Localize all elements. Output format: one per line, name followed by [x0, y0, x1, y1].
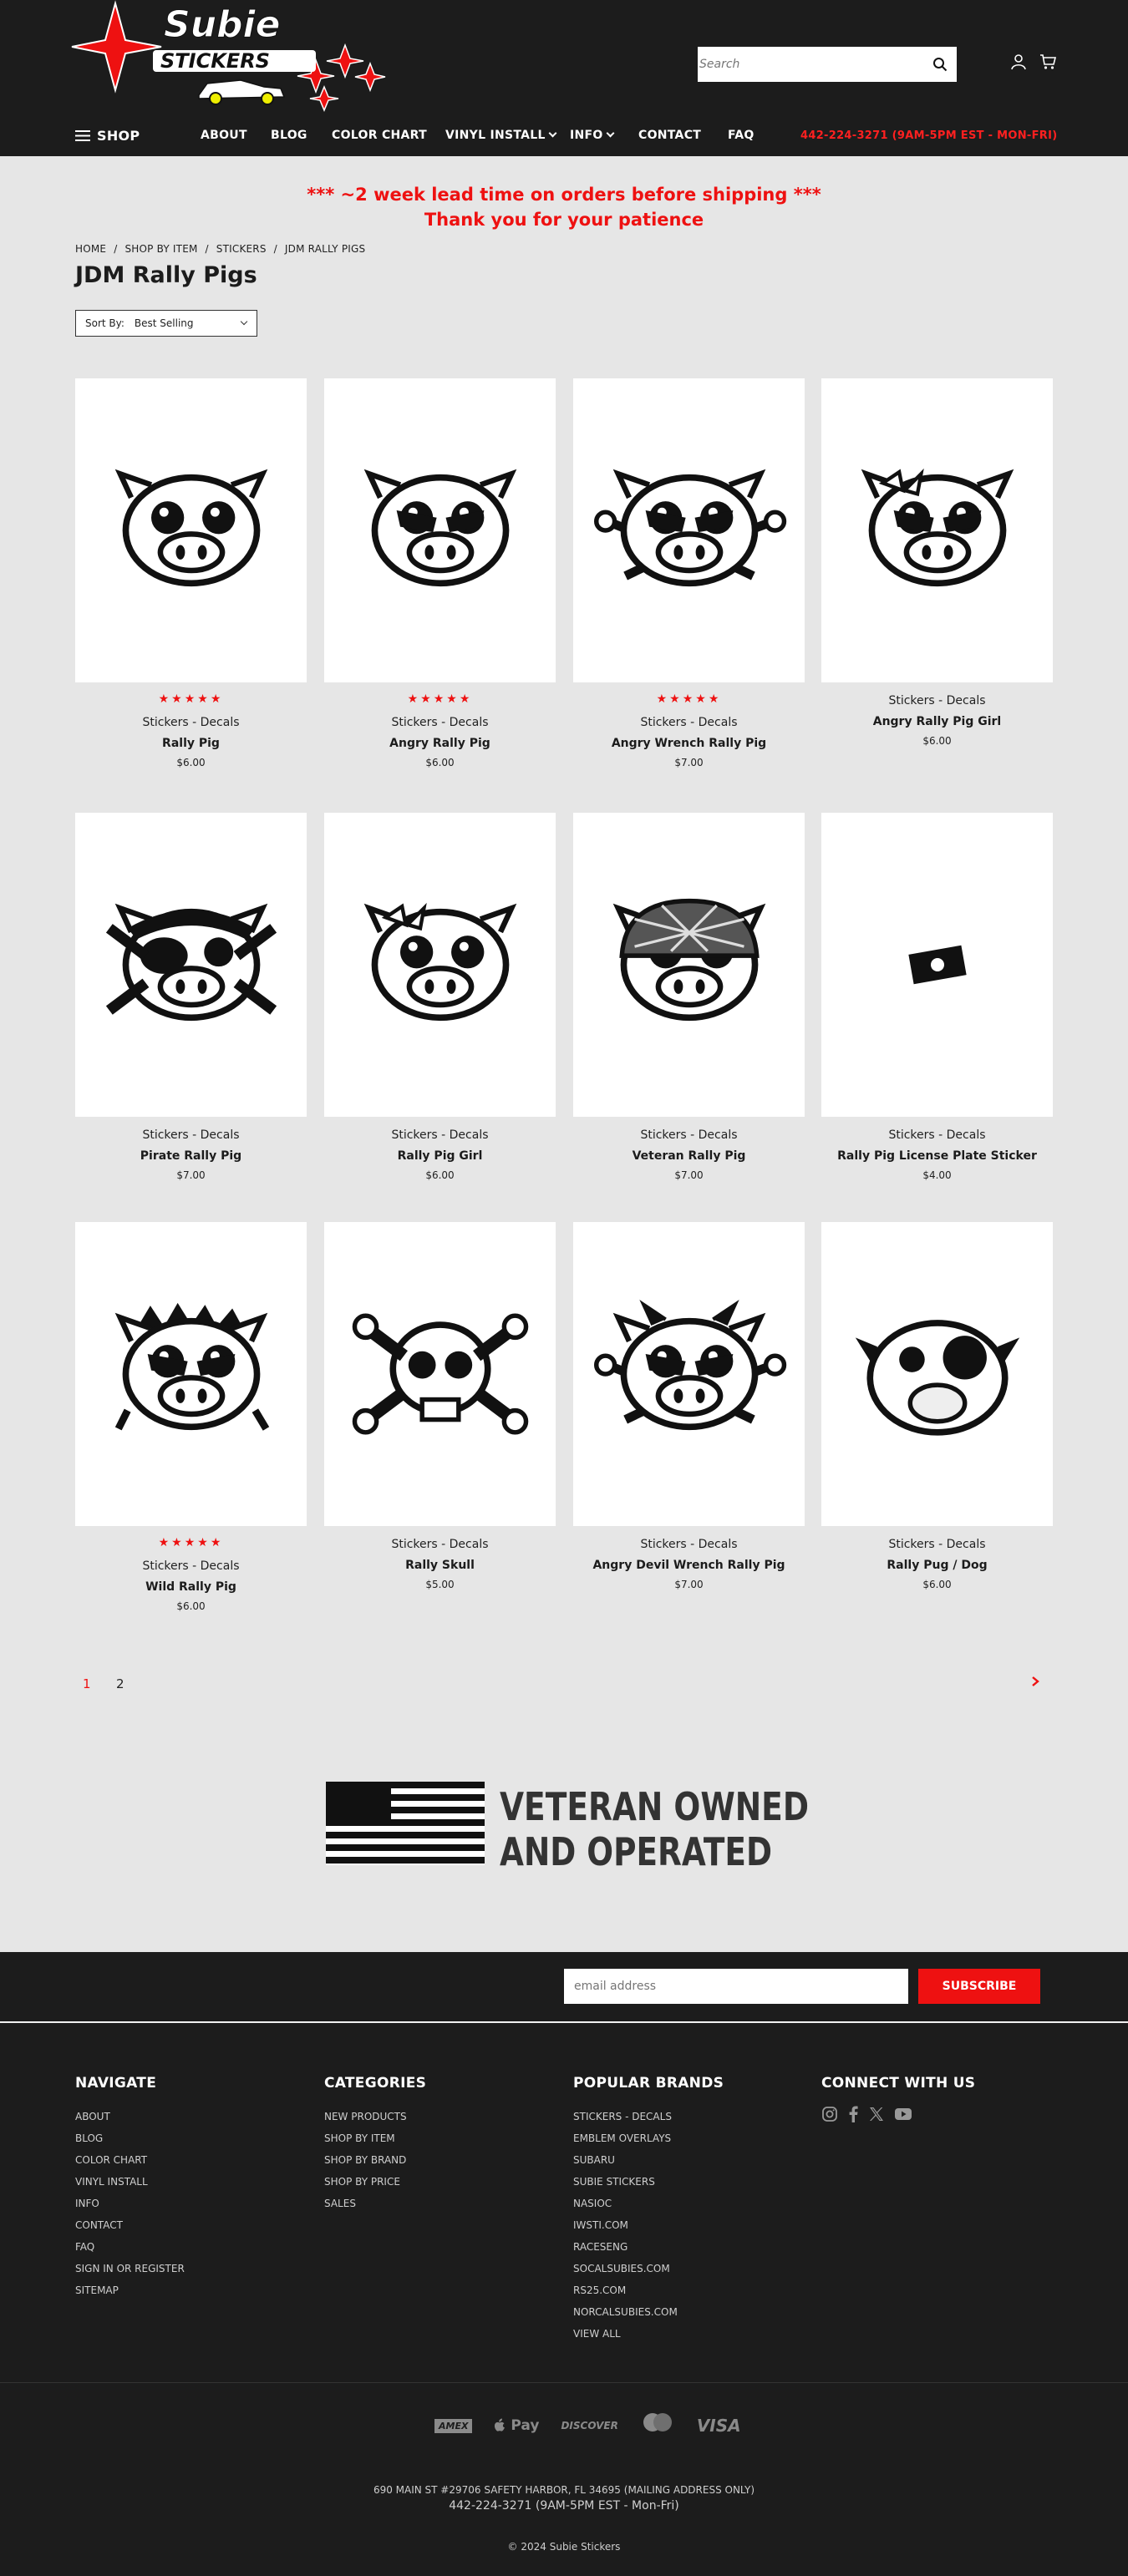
angry-rally-pig-girl-icon — [837, 447, 1038, 614]
main-nav — [0, 125, 1128, 150]
product-info — [821, 694, 1053, 747]
footer-link[interactable]: SHOP BY ITEM — [324, 2132, 395, 2144]
product-price: $7.00 — [674, 757, 704, 768]
product-name[interactable]: Angry Rally Pig — [389, 737, 490, 750]
product-price: $6.00 — [922, 1579, 952, 1590]
youtube-icon[interactable] — [895, 2107, 912, 2121]
account-icon[interactable] — [1008, 50, 1029, 74]
product-card — [324, 1222, 556, 1590]
product-info — [573, 692, 805, 768]
footer-divider — [0, 2382, 1128, 2383]
product-info — [821, 1538, 1053, 1590]
veteran-rally-pig-icon — [589, 881, 790, 1048]
footer-link[interactable]: RS25.COM — [573, 2284, 627, 2296]
apple-pay-label: Pay — [511, 2417, 540, 2434]
footer-link[interactable]: IWSTI.COM — [573, 2219, 628, 2231]
product-image[interactable] — [821, 813, 1053, 1117]
product-card — [573, 813, 805, 1181]
nav-faq[interactable]: FAQ — [728, 129, 755, 142]
pagination-page-2[interactable]: 2 — [116, 1676, 124, 1691]
svg-text:STICKERS: STICKERS — [160, 49, 270, 73]
rating-stars: ★★★★★ — [158, 1536, 224, 1549]
product-info — [573, 1538, 805, 1590]
product-info — [821, 1128, 1053, 1181]
footer-categories-title: CATEGORIES — [324, 2075, 427, 2092]
product-name[interactable]: Rally Skull — [405, 1559, 475, 1572]
amex-icon: AMEX — [434, 2419, 472, 2433]
product-info — [573, 1128, 805, 1181]
product-image[interactable] — [75, 1222, 307, 1526]
sort-value: Best Selling — [134, 317, 194, 329]
rally-skull-icon — [340, 1291, 541, 1458]
visa-icon: VISA — [696, 2416, 741, 2436]
pirate-rally-pig-icon — [91, 881, 292, 1048]
product-brand[interactable]: Stickers - Decals — [888, 694, 986, 707]
subscribe-button[interactable]: SUBSCRIBE — [918, 1969, 1040, 2004]
product-price: $6.00 — [425, 757, 455, 768]
footer-link[interactable]: NASIOC — [573, 2198, 612, 2209]
product-info — [324, 1128, 556, 1181]
product-image[interactable] — [324, 1222, 556, 1526]
footer-link[interactable]: BLOG — [75, 2132, 104, 2144]
nav-info[interactable] — [570, 129, 613, 142]
breadcrumb-home[interactable]: HOME — [75, 243, 107, 255]
product-price: $5.00 — [425, 1579, 455, 1590]
product-info — [324, 1538, 556, 1590]
instagram-icon[interactable] — [821, 2106, 838, 2122]
product-brand[interactable]: Stickers - Decals — [142, 1128, 240, 1142]
product-card — [75, 1222, 307, 1612]
license-plate-sticker-icon — [904, 940, 971, 990]
footer-link[interactable]: COLOR CHART — [75, 2154, 148, 2166]
newsletter-email-input[interactable] — [564, 1969, 908, 2004]
payment-methods — [434, 2412, 741, 2439]
footer-connect — [821, 2075, 975, 2122]
product-info — [324, 692, 556, 768]
product-brand[interactable]: Stickers - Decals — [640, 1128, 738, 1142]
angry-wrench-rally-pig-icon — [589, 447, 790, 614]
footer-link[interactable]: SOCALSUBIES.COM — [573, 2263, 670, 2274]
footer-link[interactable]: INFO — [75, 2198, 99, 2209]
rating-stars: ★★★★★ — [407, 692, 473, 706]
product-image[interactable] — [573, 813, 805, 1117]
product-image[interactable] — [324, 813, 556, 1117]
rally-pig-icon — [91, 447, 292, 614]
product-price: $7.00 — [674, 1579, 704, 1590]
product-card — [75, 378, 307, 768]
discover-icon: DISCOVER — [561, 2420, 618, 2431]
product-image[interactable] — [573, 1222, 805, 1526]
social-links — [821, 2106, 975, 2122]
product-image[interactable] — [75, 378, 307, 682]
footer-link[interactable]: SHOP BY PRICE — [324, 2176, 400, 2188]
footer-link[interactable]: EMBLEM OVERLAYS — [573, 2132, 672, 2144]
banner-line-1: *** ~2 week lead time on orders before shipping *** — [307, 185, 821, 205]
footer-navigate-title: NAVIGATE — [75, 2075, 157, 2092]
product-price: $7.00 — [176, 1169, 206, 1181]
mailing-address: 690 MAIN ST #29706 SAFETY HARBOR, FL 34695 (MAILING ADDRESS ONLY) — [373, 2484, 755, 2496]
facebook-icon[interactable] — [848, 2106, 858, 2122]
footer-link[interactable]: SUBIE STICKERS — [573, 2176, 655, 2188]
product-info — [75, 1536, 307, 1612]
header-phone-link[interactable]: 442-224-3271 (9AM-5PM EST - MON-FRI) — [800, 129, 1058, 142]
search-input[interactable] — [698, 47, 923, 82]
footer-connect-title: CONNECT WITH US — [821, 2075, 976, 2092]
hamburger-icon — [75, 130, 90, 141]
breadcrumb-stickers[interactable]: STICKERS — [216, 243, 267, 255]
product-brand[interactable]: Stickers - Decals — [142, 716, 240, 729]
nav-contact[interactable]: CONTACT — [638, 129, 702, 142]
rally-pig-girl-icon — [340, 881, 541, 1048]
product-price: $6.00 — [176, 1600, 206, 1612]
chevron-down-icon — [548, 129, 556, 138]
cart-icon[interactable] — [1037, 50, 1059, 74]
rally-pug-dog-icon — [837, 1291, 1038, 1458]
product-brand[interactable]: Stickers - Decals — [391, 1128, 489, 1142]
site-header — [0, 0, 1128, 156]
product-price: $6.00 — [176, 757, 206, 768]
product-name[interactable]: Pirate Rally Pig — [140, 1149, 242, 1163]
search-icon[interactable] — [923, 47, 957, 82]
newsletter-bar — [0, 1952, 1128, 2022]
product-card — [324, 378, 556, 768]
shop-label: SHOP — [97, 128, 140, 144]
copyright: © 2024 Subie Stickers — [507, 2541, 621, 2553]
footer-categories — [324, 2075, 426, 2214]
product-price: $6.00 — [425, 1169, 455, 1181]
product-name[interactable]: Angry Wrench Rally Pig — [611, 737, 767, 750]
product-price: $6.00 — [922, 735, 952, 747]
product-image[interactable] — [821, 378, 1053, 682]
product-image[interactable] — [75, 813, 307, 1117]
svg-text:Subie: Subie — [164, 3, 281, 46]
footer-link[interactable]: NORCALSUBIES.COM — [573, 2306, 678, 2318]
angry-devil-wrench-rally-pig-icon — [589, 1291, 790, 1458]
product-image[interactable] — [573, 378, 805, 682]
footer-link[interactable]: SIGN IN OR REGISTER — [75, 2263, 185, 2274]
product-brand[interactable]: Stickers - Decals — [640, 1538, 738, 1551]
product-info — [75, 1128, 307, 1181]
product-name[interactable]: Wild Rally Pig — [145, 1580, 236, 1594]
product-price: $4.00 — [922, 1169, 952, 1181]
apple-logo-icon — [494, 2418, 506, 2431]
nav-vinyl-install[interactable] — [445, 129, 556, 142]
breadcrumb-separator: / — [205, 243, 209, 255]
x-twitter-icon[interactable] — [868, 2106, 885, 2122]
product-brand[interactable]: Stickers - Decals — [391, 716, 489, 729]
rating-stars: ★★★★★ — [158, 692, 224, 706]
product-brand[interactable]: Stickers - Decals — [640, 716, 738, 729]
nav-blog[interactable]: BLOG — [271, 129, 307, 142]
product-card — [75, 813, 307, 1181]
shop-menu[interactable] — [75, 128, 140, 144]
footer-link[interactable]: CONTACT — [75, 2219, 123, 2231]
footer-navigate — [75, 2075, 185, 2301]
breadcrumb-separator: / — [114, 243, 118, 255]
footer-brands — [573, 2075, 724, 2345]
footer-link[interactable]: VIEW ALL — [573, 2328, 621, 2340]
subie-stickers-logo[interactable] — [74, 3, 395, 110]
us-flag-icon — [326, 1782, 485, 1865]
nav-color-chart[interactable]: COLOR CHART — [332, 129, 427, 142]
product-name[interactable]: Angry Rally Pig Girl — [872, 715, 1002, 728]
product-card — [573, 378, 805, 768]
product-name[interactable]: Rally Pig — [162, 737, 220, 750]
veteran-owned-badge — [326, 1782, 810, 1874]
page-title: JDM Rally Pigs — [75, 262, 257, 288]
footer-link[interactable]: NEW PRODUCTS — [324, 2111, 407, 2122]
nav-about[interactable]: ABOUT — [201, 129, 247, 142]
pagination-next-icon[interactable] — [1030, 1676, 1040, 1691]
footer-link[interactable]: RACESENG — [573, 2241, 628, 2253]
veteran-line-1: VETERAN OWNED — [500, 1784, 809, 1829]
mastercard-icon — [640, 2412, 675, 2439]
banner-line-2: Thank you for your patience — [424, 210, 704, 230]
footer-link[interactable]: SHOP BY BRAND — [324, 2154, 407, 2166]
sort-select[interactable] — [75, 310, 257, 337]
product-image[interactable] — [821, 1222, 1053, 1526]
footer-link[interactable]: SALES — [324, 2198, 356, 2209]
product-brand[interactable]: Stickers - Decals — [888, 1538, 986, 1551]
chevron-down-icon — [241, 318, 247, 325]
product-card — [573, 1222, 805, 1590]
footer-link[interactable]: STICKERS - DECALS — [573, 2111, 672, 2122]
footer-link[interactable]: SITEMAP — [75, 2284, 119, 2296]
sort-label: Sort By: — [85, 317, 124, 329]
product-card — [821, 378, 1053, 747]
veteran-line-2: AND OPERATED — [500, 1829, 772, 1874]
chevron-down-icon — [606, 129, 614, 138]
product-price: $7.00 — [674, 1169, 704, 1181]
search-box — [698, 47, 957, 82]
breadcrumb — [75, 243, 365, 255]
breadcrumb-shop-by-item[interactable]: SHOP BY ITEM — [124, 243, 198, 255]
angry-rally-pig-icon — [340, 447, 541, 614]
rating-stars: ★★★★★ — [656, 692, 722, 706]
product-name[interactable]: Angry Devil Wrench Rally Pig — [592, 1559, 785, 1572]
footer-brands-title: POPULAR BRANDS — [573, 2075, 724, 2092]
lead-time-banner — [0, 156, 1128, 232]
apple-pay-icon — [494, 2417, 539, 2434]
product-name[interactable]: Veteran Rally Pig — [632, 1149, 746, 1163]
product-card — [821, 1222, 1053, 1590]
product-card — [821, 813, 1053, 1181]
footer-link[interactable]: FAQ — [75, 2241, 95, 2253]
breadcrumb-separator: / — [273, 243, 277, 255]
product-brand[interactable]: Stickers - Decals — [888, 1128, 986, 1142]
product-card — [324, 813, 556, 1181]
footer-link[interactable]: VINYL INSTALL — [75, 2176, 148, 2188]
site-footer — [0, 2023, 1128, 2576]
wild-rally-pig-icon — [91, 1291, 292, 1458]
footer-link[interactable]: SUBARU — [573, 2154, 615, 2166]
product-brand[interactable]: Stickers - Decals — [142, 1559, 240, 1573]
nav-info-label: INFO — [570, 129, 603, 142]
nav-vinyl-install-label: VINYL INSTALL — [445, 129, 546, 142]
product-name[interactable]: Rally Pig License Plate Sticker — [837, 1149, 1037, 1163]
pagination-page-1[interactable]: 1 — [83, 1676, 91, 1691]
product-name[interactable]: Rally Pug / Dog — [887, 1559, 988, 1572]
footer-phone[interactable]: 442-224-3271 (9AM-5PM EST - Mon-Fri) — [449, 2499, 679, 2513]
product-brand[interactable]: Stickers - Decals — [391, 1538, 489, 1551]
product-info — [75, 692, 307, 768]
product-image[interactable] — [324, 378, 556, 682]
breadcrumb-current: JDM RALLY PIGS — [284, 243, 366, 255]
product-name[interactable]: Rally Pig Girl — [397, 1149, 483, 1163]
footer-link[interactable]: ABOUT — [75, 2111, 110, 2122]
